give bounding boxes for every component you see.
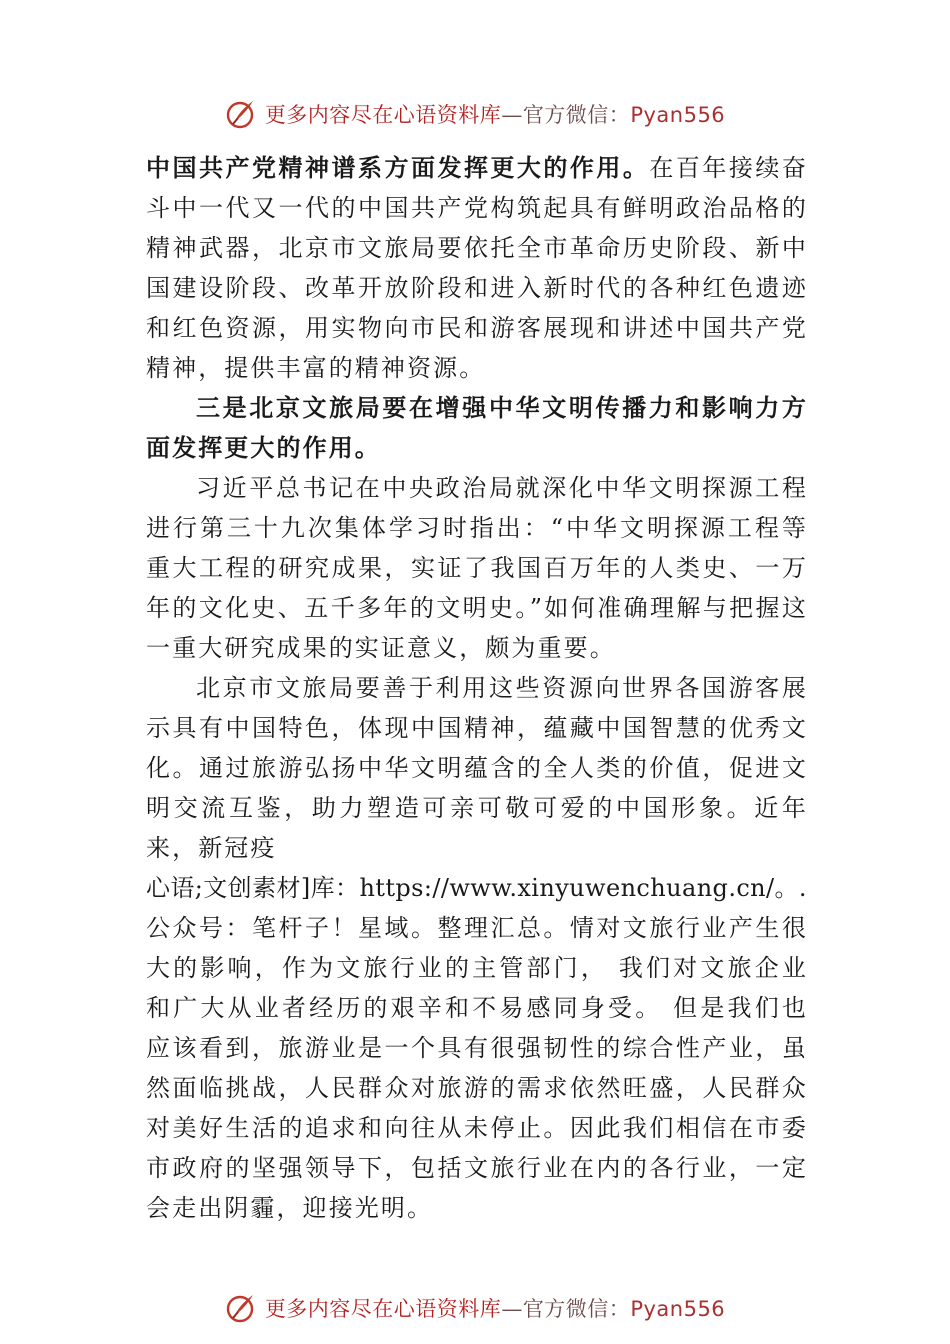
banner-text — [265, 99, 725, 129]
watermark-url-text: 心语;文创素材]库：https://www.xinyuwenchuang.cn/。. — [146, 874, 807, 902]
paragraph-3 — [146, 668, 808, 868]
quill-logo-icon — [225, 1291, 259, 1325]
quill-logo-icon — [225, 97, 259, 131]
document-body — [146, 148, 808, 1228]
paragraph-2: 习近平总书记在中央政治局就深化中华文明探源工程进行第三十九次集体学习时指出：“中华文明探源工程等重大工程的研究成果，实证了我国百万年的人类史、一万年的文化史、五千多年的文明史。”如何准确理解与把握这一重大研究成果的实证意义，颇为重要。 — [146, 474, 808, 662]
banner-dash: — — [501, 1297, 523, 1321]
watermark-line-url — [146, 868, 808, 908]
paragraph-1 — [146, 148, 808, 388]
footer-watermark-banner — [0, 1288, 950, 1328]
banner-site-name: 更多内容尽在心语资料库 — [264, 1297, 502, 1321]
banner-site-name: 更多内容尽在心语资料库 — [264, 103, 502, 127]
header-watermark-banner — [0, 94, 950, 134]
banner-wechat-id: Pyan556 — [630, 103, 726, 127]
paragraph-3-continued: 公众号：笔杆子！星域。整理汇总。情对文旅行业产生很大的影响，作为文旅行业的主管部门， 我们对文旅企业和广大从业者经历的艰辛和不易感同身受。 但是我们也应该看到，旅游业是一个具有很强韧性的综合性产业，虽然面临挑战，人民群众对旅游的需求依然旺盛，人民群众对美好生活的追求和向往从未停止。因此我们相信在市委市政府的坚强领导下，包括文旅行业在内的各行业，一定会走出阴霾，迎接光明。 — [146, 914, 808, 1222]
banner-dash: — — [501, 103, 523, 127]
banner-text — [265, 1293, 725, 1323]
section-heading-3: 三是北京文旅局要在增强中华文明传播力和影响力方面发挥更大的作用。 — [146, 393, 808, 462]
paragraph-1-bold-lead: 中国共产党精神谱系方面发挥更大的作用。 — [146, 153, 650, 182]
banner-wechat-id: Pyan556 — [630, 1297, 726, 1321]
banner-wechat-label: 官方微信： — [522, 103, 631, 127]
banner-wechat-label: 官方微信： — [522, 1297, 631, 1321]
paragraph-1-text: 在百年接续奋斗中一代又一代的中国共产党构筑起具有鲜明政治品格的精神武器，北京市文旅局要依托全市革命历史阶段、新中国建设阶段、改革开放阶段和进入新时代的各种红色遗迹和红色资源，用实物向市民和游客展现和讲述中国共产党精神，提供丰富的精神资源。 — [146, 154, 808, 382]
paragraph-3-text-a: 北京市文旅局要善于利用这些资源向世界各国游客展示具有中国特色，体现中国精神，蕴藏中国智慧的优秀文化。通过旅游弘扬中华文明蕴含的全人类的价值，促进文明交流互鉴，助力塑造可亲可敬可爱的中国形象。近年来，新冠疫 — [146, 674, 808, 862]
